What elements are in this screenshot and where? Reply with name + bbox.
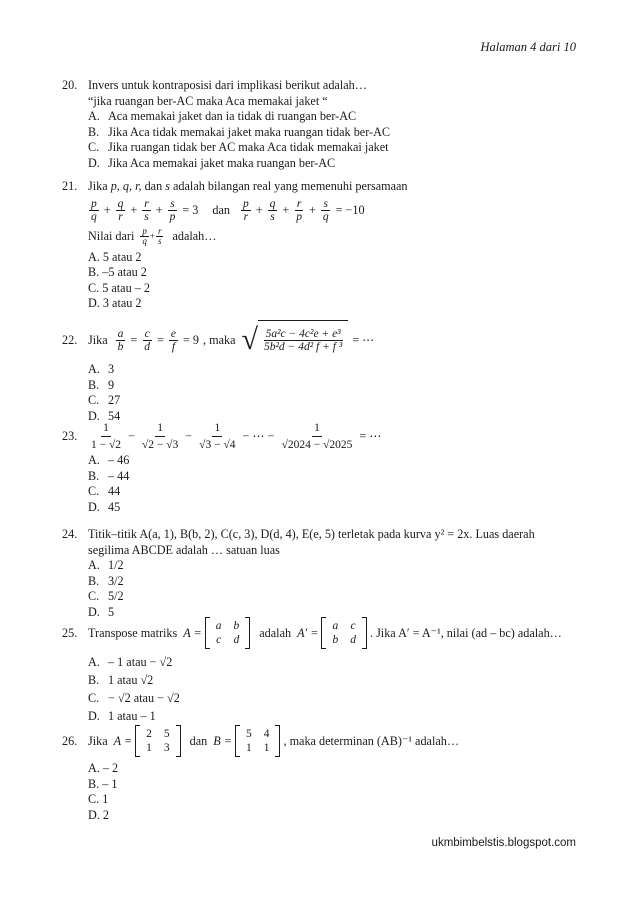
question-25 bbox=[62, 617, 582, 725]
matrix-a: 2 5 1 3 bbox=[135, 725, 181, 757]
question-number: 24. bbox=[62, 527, 78, 541]
question-expression: 25. Transpose matriks A = a b c d adalah A′ = a c b d . Jika A′ = A⁻¹, nilai (ad – bc) adalah… bbox=[62, 617, 582, 649]
option-d[interactable]: D. Jika Aca memakai jaket maka ruangan ber-AC bbox=[88, 155, 336, 170]
option-b[interactable]: B. –5 atau 2 bbox=[88, 265, 147, 279]
question-text-2: segilima ABCDE adalah … satuan luas bbox=[88, 542, 280, 557]
question-20 bbox=[62, 78, 582, 171]
option-a[interactable]: A. 1/2 bbox=[88, 558, 124, 572]
matrix-b: 5 4 1 1 bbox=[235, 725, 281, 757]
option-a[interactable]: A. – 46 bbox=[88, 453, 130, 467]
option-c[interactable]: C. 5/2 bbox=[88, 589, 124, 603]
question-text: Invers untuk kontraposisi dari implikasi berikut adalah… bbox=[88, 78, 367, 92]
option-d[interactable]: D. 3 atau 2 bbox=[88, 296, 142, 310]
question-expression: 26. Jika A = 2 5 1 3 dan B = 5 4 1 1 , maka determinan (AB)⁻¹ adalah… bbox=[62, 725, 582, 757]
option-b[interactable]: B. 9 bbox=[88, 377, 115, 392]
option-d[interactable]: D. 54 bbox=[88, 408, 121, 423]
question-expression: 22. Jika $\frac{a}{b}$ = $\frac{c}{d}$ = $\frac{e}{f}$ = 9 , maka √ $\frac{\text{5a²c − 4c²e + e³}}{\text{5b²d − 4d² f + f ³}}$ = ⋯ bbox=[62, 320, 582, 360]
option-c[interactable]: C. 5 atau – 2 bbox=[88, 280, 150, 295]
question-number: 26. bbox=[62, 733, 78, 748]
option-b[interactable]: B. – 44 bbox=[88, 468, 130, 483]
option-a[interactable]: A. Aca memakai jaket dan ia tidak di ruangan ber-AC bbox=[88, 109, 357, 123]
option-a[interactable]: A. 3 bbox=[88, 362, 115, 376]
option-a[interactable]: A. – 1 atau − √2 bbox=[88, 655, 173, 669]
question-22 bbox=[62, 320, 582, 424]
option-b[interactable]: B. 1 atau √2 bbox=[88, 673, 154, 687]
question-number: 22. bbox=[62, 332, 78, 347]
matrix-a: a b c d bbox=[205, 617, 251, 649]
option-b[interactable]: B. 3/2 bbox=[88, 573, 124, 588]
option-d[interactable]: D. 5 bbox=[88, 604, 115, 619]
question-expression: 23. $\frac{1}{1 - √2}$ − $\frac{1}{√2 - √3}$ − $\frac{1}{√3 - √4}$ − ⋯ − $\frac{1}{√2024 - √2025}$ = ⋯ bbox=[62, 422, 382, 451]
option-c[interactable]: C. 1 bbox=[88, 792, 109, 806]
page-footer: ukmbimbelstis.blogspot.com bbox=[431, 837, 576, 849]
question-quote: “jika ruangan ber-AC maka Aca memakai jaket “ bbox=[88, 93, 328, 108]
question-number: 21. bbox=[62, 179, 78, 193]
option-b[interactable]: B. Jika Aca tidak memakai jaket maka ruangan tidak ber-AC bbox=[88, 124, 390, 139]
question-21 bbox=[62, 179, 582, 312]
page-header: Halaman 4 dari 10 bbox=[480, 40, 576, 54]
option-d[interactable]: D. 1 atau – 1 bbox=[88, 709, 156, 723]
question-text: Titik–titik A(a, 1), B(b, 2), C(c, 3), D(d, 4), E(e, 5) terletak pada kurva y² = 2x. Luas daerah bbox=[88, 527, 535, 541]
question-number: 25. bbox=[62, 625, 78, 640]
option-c[interactable]: C. 27 bbox=[88, 393, 121, 407]
option-a[interactable]: A. – 2 bbox=[88, 761, 119, 775]
matrix-a-transpose: a c b d bbox=[321, 617, 367, 649]
option-d[interactable]: D. 45 bbox=[88, 499, 121, 514]
question-23 bbox=[62, 420, 582, 515]
option-c[interactable]: C. Jika ruangan tidak ber AC maka Aca tidak memakai jaket bbox=[88, 140, 389, 154]
nilai-line: Nilai dari $\frac{p}{q}$ + $\frac{r}{s}$ adalah… bbox=[88, 225, 217, 246]
question-24 bbox=[62, 527, 582, 620]
question-number: 20. bbox=[62, 78, 78, 92]
question-26 bbox=[62, 725, 582, 823]
option-a[interactable]: A. 5 atau 2 bbox=[88, 249, 142, 264]
option-b[interactable]: B. – 1 bbox=[88, 776, 118, 791]
question-number: 23. bbox=[62, 429, 78, 443]
equations: $\frac{p}{q}$ + $\frac{q}{r}$ + $\frac{r}{s}$ + $\frac{s}{p}$ = 3 dan $\frac{p}{r}$ + $\frac{q}{s}$ + $\frac{r}{p}$ + $\frac{s}{q}$ = −10 bbox=[91, 197, 365, 223]
question-text: Jika p, q, r, dan s adalah bilangan real yang memenuhi persamaan bbox=[88, 179, 408, 193]
option-c[interactable]: C. 44 bbox=[88, 484, 121, 498]
option-d[interactable]: D. 2 bbox=[88, 807, 109, 822]
option-c[interactable]: C. − √2 atau − √2 bbox=[88, 691, 180, 705]
